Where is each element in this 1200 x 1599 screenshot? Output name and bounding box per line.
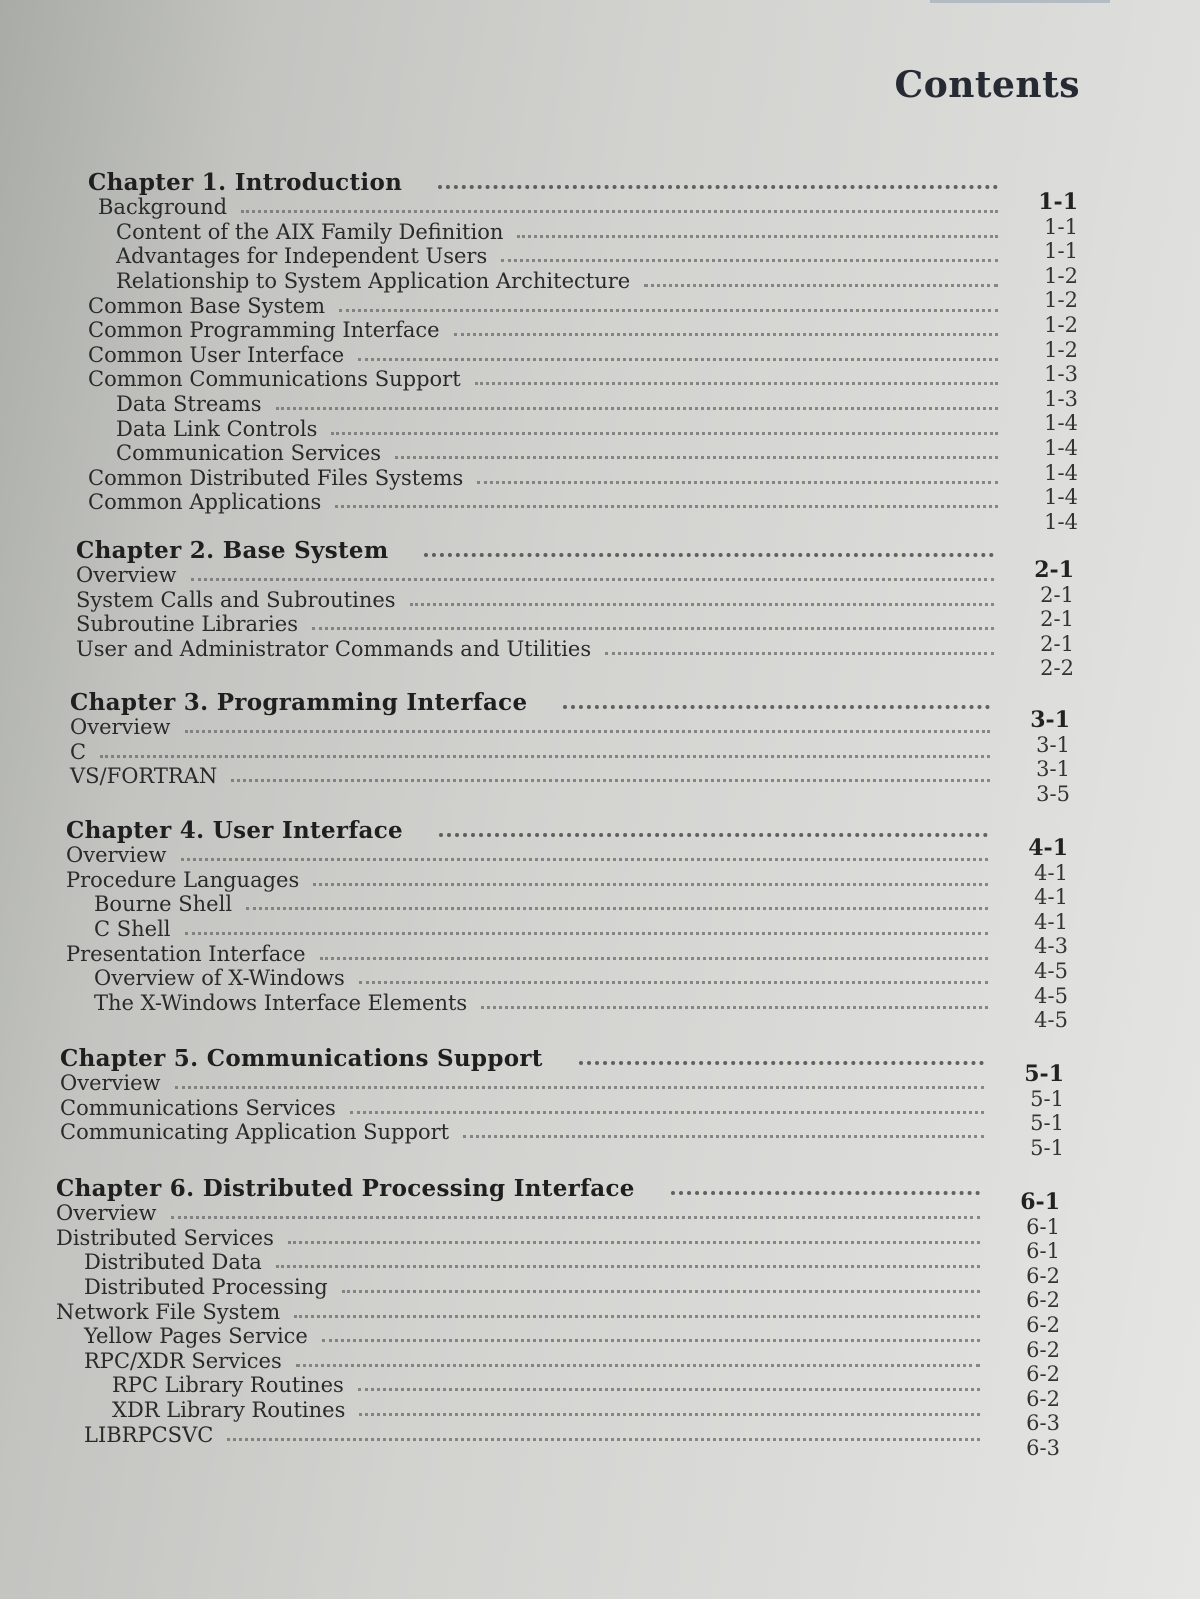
- dot-leader: [171, 1216, 980, 1219]
- dot-leader: [339, 309, 998, 312]
- entry-page-number: 1-4: [1044, 460, 1078, 485]
- entry-page-number: 3-1: [1036, 732, 1070, 757]
- chapter-heading-label: Chapter 5. Communications Support: [60, 1044, 543, 1072]
- entry-page-number: 4-1: [1034, 909, 1068, 934]
- entry-page-number: 4-3: [1034, 934, 1068, 959]
- toc-entry[interactable]: [88, 391, 1010, 416]
- entry-page-number: 1-1: [1044, 239, 1078, 264]
- dot-leader: [322, 1339, 980, 1342]
- toc-entry-label: Common Distributed Files Systems: [88, 465, 464, 490]
- toc-entry-label: Yellow Pages Service: [84, 1324, 308, 1349]
- entry-page-number: 6-2: [1026, 1337, 1060, 1362]
- toc-entry-label: Distributed Processing: [84, 1274, 328, 1299]
- dot-leader: [296, 1364, 980, 1367]
- dot-leader: [313, 883, 988, 886]
- toc-entry[interactable]: [60, 1071, 996, 1096]
- toc-entry[interactable]: [56, 1422, 992, 1447]
- dot-leader: [438, 185, 998, 189]
- toc-chapter-4: [66, 818, 1000, 1015]
- entry-page-number: 4-5: [1034, 958, 1068, 983]
- toc-entry[interactable]: [56, 1348, 992, 1373]
- toc-entry-label: LIBRPCSVC: [84, 1422, 214, 1447]
- entry-page-number: 1-4: [1044, 509, 1078, 534]
- dot-leader: [481, 1006, 988, 1009]
- chapter-heading[interactable]: [88, 170, 1010, 195]
- chapter-page-number: 5-1: [1024, 1061, 1064, 1087]
- toc-entry[interactable]: [88, 293, 1010, 318]
- toc-entry-label: C: [70, 739, 87, 764]
- dot-leader: [185, 730, 990, 733]
- toc-entry-label: Presentation Interface: [66, 941, 306, 966]
- toc-entry-label: Common Programming Interface: [88, 318, 440, 343]
- page-number-column: [1004, 1062, 1064, 1160]
- dot-leader: [100, 755, 990, 758]
- entry-page-number: 6-1: [1026, 1239, 1060, 1264]
- toc-entry[interactable]: [88, 268, 1010, 293]
- dot-leader: [424, 553, 994, 557]
- dot-leader: [227, 1438, 980, 1441]
- dot-leader: [276, 1265, 980, 1268]
- dot-leader: [563, 705, 990, 709]
- entry-page-number: 5-1: [1030, 1111, 1064, 1136]
- chapter-page-number: 1-1: [1038, 189, 1078, 215]
- toc-entry-label: Overview: [66, 843, 167, 868]
- toc-entry-label: Overview: [70, 715, 171, 740]
- entry-page-number: 6-2: [1026, 1288, 1060, 1313]
- dot-leader: [410, 603, 994, 606]
- toc-entry-label: RPC/XDR Services: [84, 1348, 282, 1373]
- toc-entry-label: Data Streams: [116, 391, 262, 416]
- toc-entry[interactable]: [88, 416, 1010, 441]
- toc-entry[interactable]: [76, 563, 1006, 588]
- toc-entry-label: Content of the AIX Family Definition: [116, 219, 504, 244]
- dot-leader: [605, 652, 994, 655]
- toc-entry[interactable]: [66, 966, 1000, 991]
- toc-entry[interactable]: [56, 1250, 992, 1275]
- toc-entry-label: Overview of X-Windows: [94, 966, 345, 991]
- dot-leader: [395, 456, 998, 459]
- entry-page-number: 1-2: [1044, 263, 1078, 288]
- entry-page-number: 1-1: [1044, 214, 1078, 239]
- toc-entry[interactable]: [70, 739, 1002, 764]
- toc-entry-label: Bourne Shell: [94, 892, 233, 917]
- toc-entry[interactable]: [76, 636, 1006, 661]
- chapter-page-number: 3-1: [1030, 707, 1070, 733]
- entry-page-number: 6-2: [1026, 1386, 1060, 1411]
- toc-entry[interactable]: [76, 587, 1006, 612]
- toc-entry-label: Distributed Data: [84, 1250, 262, 1275]
- toc-entry-label: Common Communications Support: [88, 367, 461, 392]
- entry-page-number: 6-3: [1026, 1435, 1060, 1460]
- toc-entry-label: Common User Interface: [88, 342, 345, 367]
- toc-entry-label: Common Base System: [88, 293, 326, 318]
- toc-entry-label: Communicating Application Support: [60, 1120, 450, 1145]
- toc-entry-label: Network File System: [56, 1299, 281, 1324]
- dot-leader: [454, 333, 998, 336]
- dot-leader: [241, 210, 998, 213]
- entry-page-number: 2-2: [1040, 656, 1074, 681]
- toc-entry[interactable]: [66, 916, 1000, 941]
- toc-entry[interactable]: [88, 219, 1010, 244]
- dot-leader: [475, 382, 998, 385]
- entry-page-number: 5-1: [1030, 1086, 1064, 1111]
- dot-leader: [359, 1413, 980, 1416]
- chapter-heading[interactable]: [66, 818, 1000, 843]
- toc-entry-label: Procedure Languages: [66, 867, 300, 892]
- toc-entry[interactable]: [66, 990, 1000, 1015]
- dot-leader: [331, 432, 998, 435]
- entry-page-number: 1-2: [1044, 337, 1078, 362]
- toc-entry[interactable]: [56, 1225, 992, 1250]
- dot-leader: [181, 858, 988, 861]
- toc-entry[interactable]: [56, 1201, 992, 1226]
- toc-entry-label: C Shell: [94, 916, 171, 941]
- dot-leader: [288, 1241, 980, 1244]
- chapter-page-number: 6-1: [1020, 1189, 1060, 1215]
- dot-leader: [359, 981, 988, 984]
- dot-leader: [644, 284, 998, 287]
- toc-entry-label: Distributed Services: [56, 1225, 274, 1250]
- toc-entry[interactable]: [56, 1299, 992, 1324]
- toc-entry[interactable]: [56, 1373, 992, 1398]
- entry-page-number: 1-2: [1044, 312, 1078, 337]
- chapter-heading-label: Chapter 2. Base System: [76, 536, 389, 564]
- toc-entry[interactable]: [88, 367, 1010, 392]
- entry-page-number: 1-4: [1044, 485, 1078, 510]
- toc-entry-label: Communication Services: [116, 441, 381, 466]
- toc-entry[interactable]: [88, 195, 1010, 220]
- dot-leader: [463, 1135, 984, 1138]
- dot-leader: [517, 235, 998, 238]
- entry-page-number: 4-5: [1034, 983, 1068, 1008]
- entry-page-number: 6-2: [1026, 1362, 1060, 1387]
- dot-leader: [294, 1315, 980, 1318]
- toc-entry[interactable]: [60, 1120, 996, 1145]
- chapter-heading-label: Chapter 3. Programming Interface: [70, 688, 528, 716]
- toc-chapter-2: [76, 538, 1006, 661]
- toc-entry-label: System Calls and Subroutines: [76, 587, 396, 612]
- chapter-heading[interactable]: [60, 1046, 996, 1071]
- toc-entry-label: The X-Windows Interface Elements: [94, 990, 468, 1015]
- toc-chapter-6: [56, 1176, 992, 1447]
- chapter-heading-label: Chapter 1. Introduction: [88, 168, 403, 196]
- toc-entry[interactable]: [88, 318, 1010, 343]
- dot-leader: [358, 1388, 980, 1391]
- dot-leader: [358, 358, 998, 361]
- toc-entry-label: Background: [98, 195, 228, 220]
- chapter-page-number: 4-1: [1028, 835, 1068, 861]
- toc-entry[interactable]: [88, 342, 1010, 367]
- entry-page-number: 6-3: [1026, 1411, 1060, 1436]
- dot-leader: [231, 779, 990, 782]
- toc-chapter-5: [60, 1046, 996, 1144]
- toc-entry[interactable]: [88, 465, 1010, 490]
- toc-entry-label: Relationship to System Application Architecture: [116, 268, 631, 293]
- toc-chapter-1: [88, 170, 1010, 514]
- toc-entry[interactable]: [70, 764, 1002, 789]
- toc-entry-label: VS/FORTRAN: [70, 764, 218, 789]
- toc-entry[interactable]: [88, 490, 1010, 515]
- toc-entry[interactable]: [76, 612, 1006, 637]
- entry-page-number: 1-2: [1044, 288, 1078, 313]
- toc-entry-label: User and Administrator Commands and Utilities: [76, 636, 592, 661]
- dot-leader: [350, 1111, 984, 1114]
- entry-page-number: 6-2: [1026, 1263, 1060, 1288]
- page-number-column: [1000, 1190, 1060, 1461]
- dot-leader: [185, 932, 988, 935]
- toc-entry[interactable]: [56, 1274, 992, 1299]
- entry-page-number: 3-5: [1036, 781, 1070, 806]
- dot-leader: [312, 627, 994, 630]
- entry-page-number: 1-3: [1044, 362, 1078, 387]
- toc-entry[interactable]: [60, 1095, 996, 1120]
- entry-page-number: 6-2: [1026, 1312, 1060, 1337]
- chapter-heading[interactable]: [76, 538, 1006, 563]
- dot-leader: [501, 259, 998, 262]
- toc-entry-label: Advantages for Independent Users: [116, 244, 488, 269]
- entry-page-number: 2-1: [1040, 582, 1074, 607]
- toc-entry[interactable]: [88, 244, 1010, 269]
- chapter-page-number: 2-1: [1034, 557, 1074, 583]
- dot-leader: [276, 407, 999, 410]
- toc-entry[interactable]: [66, 892, 1000, 917]
- chapter-heading[interactable]: [70, 690, 1002, 715]
- dot-leader: [335, 505, 998, 508]
- toc-entry[interactable]: [66, 843, 1000, 868]
- dot-leader: [191, 578, 994, 581]
- toc-entry[interactable]: [88, 441, 1010, 466]
- chapter-heading-label: Chapter 6. Distributed Processing Interface: [56, 1174, 635, 1202]
- page-number-column: [1014, 558, 1074, 681]
- page-title: Contents: [894, 64, 1080, 107]
- toc-entry[interactable]: [56, 1324, 992, 1349]
- toc-entry-label: Overview: [56, 1201, 157, 1226]
- page-number-column: [1008, 836, 1068, 1033]
- entry-page-number: 2-1: [1040, 607, 1074, 632]
- dot-leader: [477, 481, 998, 484]
- toc-entry-label: Overview: [76, 563, 177, 588]
- entry-page-number: 6-1: [1026, 1214, 1060, 1239]
- dot-leader: [246, 907, 988, 910]
- page-number-column: [1018, 190, 1078, 534]
- page-number-column: [1010, 708, 1070, 806]
- toc-entry[interactable]: [66, 867, 1000, 892]
- dot-leader: [671, 1191, 980, 1195]
- toc-entry-label: Common Applications: [88, 490, 322, 515]
- dot-leader: [579, 1061, 984, 1065]
- dot-leader: [439, 833, 988, 837]
- entry-page-number: 1-3: [1044, 386, 1078, 411]
- toc-entry-label: Data Link Controls: [116, 416, 318, 441]
- toc-entry[interactable]: [56, 1397, 992, 1422]
- entry-page-number: 4-1: [1034, 885, 1068, 910]
- toc-entry[interactable]: [66, 941, 1000, 966]
- chapter-heading-label: Chapter 4. User Interface: [66, 816, 403, 844]
- dot-leader: [175, 1086, 984, 1089]
- entry-page-number: 2-1: [1040, 631, 1074, 656]
- toc-entry[interactable]: [70, 715, 1002, 740]
- toc-entry-label: Subroutine Libraries: [76, 612, 298, 637]
- toc-entry-label: Overview: [60, 1071, 161, 1096]
- dot-leader: [320, 957, 989, 960]
- entry-page-number: 4-1: [1034, 860, 1068, 885]
- toc-entry-label: RPC Library Routines: [112, 1373, 344, 1398]
- entry-page-number: 1-4: [1044, 435, 1078, 460]
- toc-entry-label: XDR Library Routines: [112, 1397, 346, 1422]
- entry-page-number: 3-1: [1036, 757, 1070, 782]
- entry-page-number: 5-1: [1030, 1135, 1064, 1160]
- chapter-heading[interactable]: [56, 1176, 992, 1201]
- toc-chapter-3: [70, 690, 1002, 788]
- dot-leader: [342, 1290, 980, 1293]
- toc-entry-label: Communications Services: [60, 1095, 336, 1120]
- entry-page-number: 1-4: [1044, 411, 1078, 436]
- entry-page-number: 4-5: [1034, 1008, 1068, 1033]
